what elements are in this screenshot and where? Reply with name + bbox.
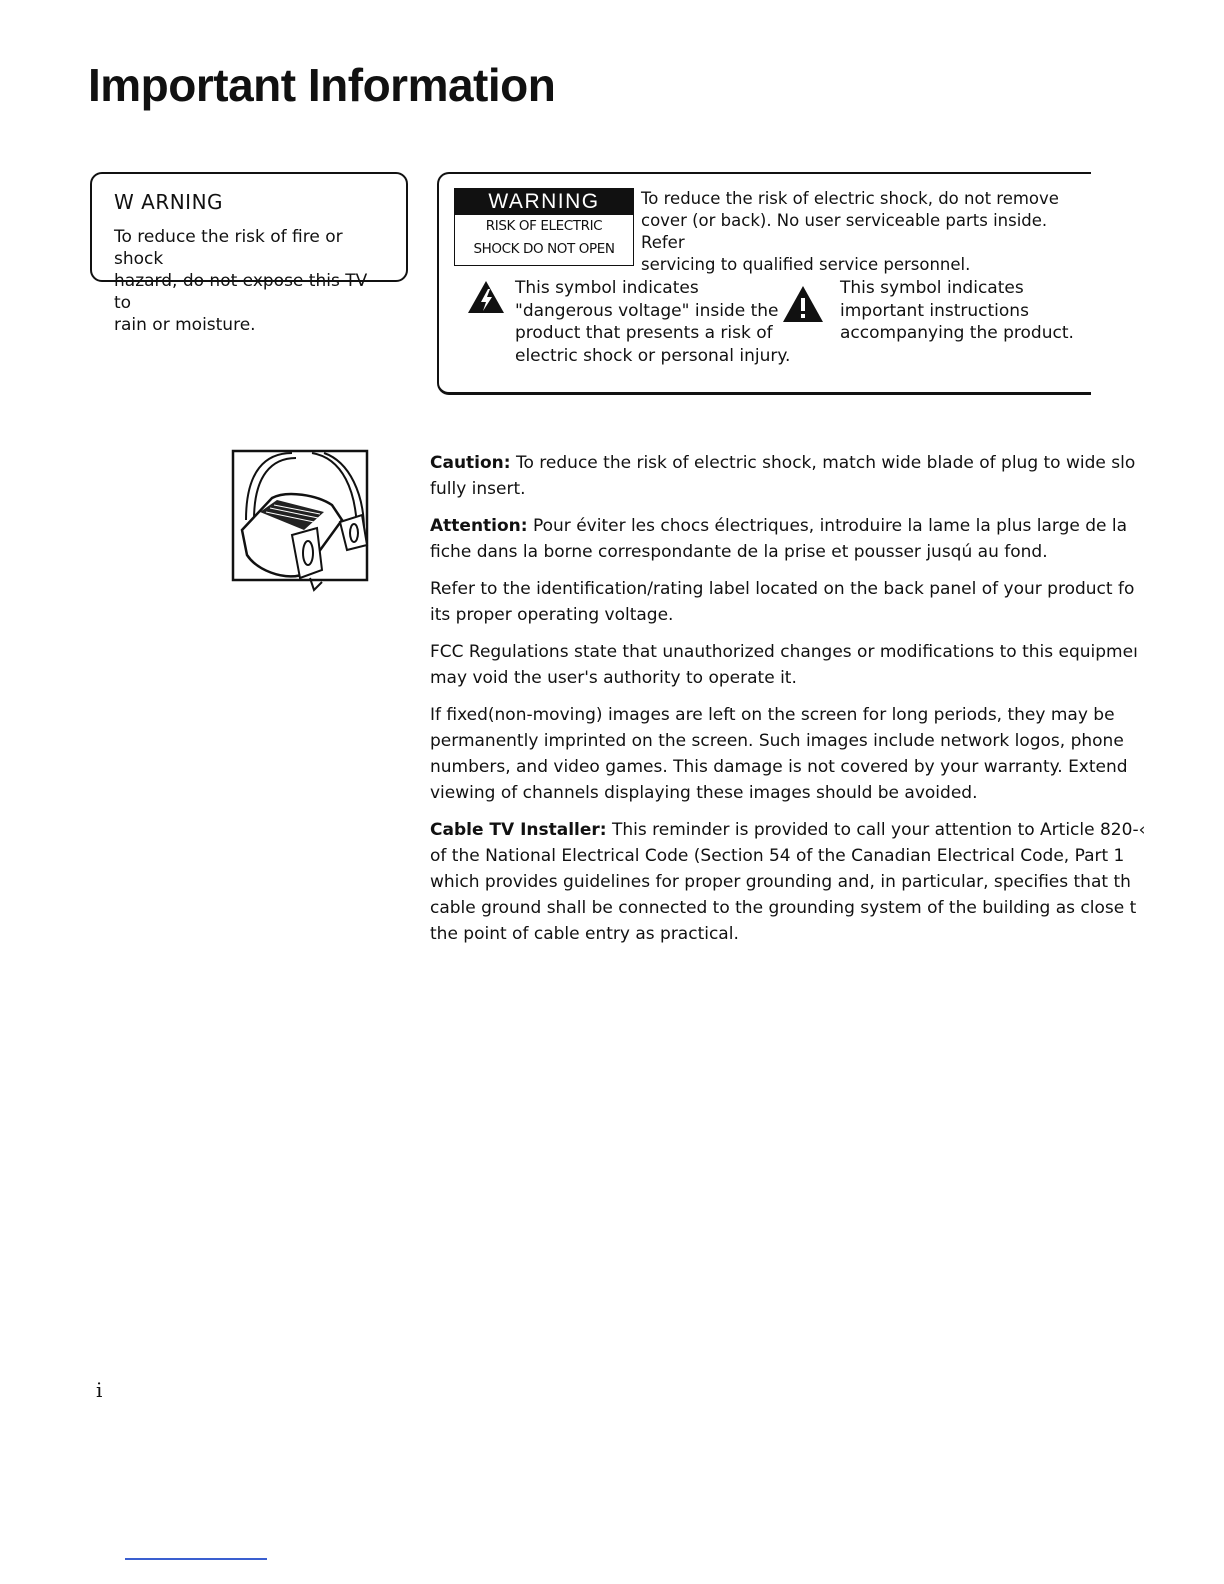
rating-line: its proper operating voltage. xyxy=(430,605,674,625)
shock-warning-line: To reduce the risk of electric shock, do not remove xyxy=(641,189,1059,208)
instructions-symbol-text xyxy=(840,277,1074,345)
page-number: i xyxy=(96,1378,103,1402)
voltage-symbol-line: product that presents a risk of xyxy=(515,323,773,343)
electric-shock-warning-box xyxy=(437,172,1091,395)
footer-rule xyxy=(125,1558,267,1560)
voltage-symbol-line: electric shock or personal injury. xyxy=(515,345,791,366)
cable-line: cable ground shall be connected to the grounding system of the building as close t xyxy=(430,898,1137,918)
caution-line: fully insert. xyxy=(430,479,526,499)
attention-line: fiche dans la borne correspondante de la prise et pousser jusqú au fond. xyxy=(430,542,1048,562)
cable-installer-label: Cable TV Installer: xyxy=(430,820,607,840)
exclamation-triangle-icon xyxy=(782,285,824,323)
fcc-line: FCC Regulations state that unauthorized changes or modifications to this equipmeı xyxy=(430,642,1138,662)
caution-label: Caution: xyxy=(430,453,511,473)
cable-line: of the National Electrical Code (Section 54 of the Canadian Electrical Code, Part 1 xyxy=(430,846,1125,866)
cable-line: This reminder is provided to call your attention to Article 820-‹ xyxy=(606,820,1146,840)
cable-installer-paragraph xyxy=(430,817,1146,947)
warning-line: rain or moisture. xyxy=(114,315,256,335)
warning-line: To reduce the risk of fire or shock xyxy=(114,227,343,269)
warning-text xyxy=(114,226,388,336)
burnin-line: numbers, and video games. This damage is not covered by your warranty. Extend xyxy=(430,757,1128,777)
instructions-symbol-line: accompanying the product. xyxy=(840,323,1074,343)
caution-paragraph xyxy=(430,450,1136,502)
shock-warning-line: cover (or back). No user serviceable parts inside. Refer xyxy=(641,211,1048,252)
attention-label: Attention: xyxy=(430,516,528,536)
burnin-line: viewing of channels displaying these images should be avoided. xyxy=(430,783,978,803)
body-text xyxy=(430,450,1146,958)
warning-label-heading: WARNING xyxy=(455,189,633,215)
fire-shock-warning-box xyxy=(90,172,408,335)
rating-paragraph xyxy=(430,576,1135,628)
attention-line: Pour éviter les chocs électriques, introduire la lame la plus large de la xyxy=(527,516,1128,536)
fcc-paragraph xyxy=(430,639,1138,691)
burnin-line: permanently imprinted on the screen. Such images include network logos, phone xyxy=(430,731,1124,751)
polarized-plug-icon xyxy=(232,450,372,595)
cable-line: which provides guidelines for proper grounding and, in particular, specifies that th xyxy=(430,872,1131,892)
rating-line: Refer to the identification/rating label located on the back panel of your product fo xyxy=(430,579,1135,599)
warning-label-line: SHOCK DO NOT OPEN xyxy=(473,241,615,257)
attention-paragraph xyxy=(430,513,1128,565)
voltage-symbol-text xyxy=(515,277,790,367)
cable-line: the point of cable entry as practical. xyxy=(430,924,739,944)
warning-heading: W ARNING xyxy=(114,190,224,214)
lightning-triangle-icon xyxy=(467,280,505,314)
instructions-symbol-line: This symbol indicates xyxy=(840,278,1024,298)
voltage-symbol-line: This symbol indicates xyxy=(515,278,699,298)
warning-line: hazard, do not expose this TV to xyxy=(114,271,368,313)
instructions-symbol-line: important instructions xyxy=(840,300,1029,321)
burnin-line: If fixed(non-moving) images are left on the screen for long periods, they may be xyxy=(430,705,1115,725)
warning-label-line: RISK OF ELECTRIC xyxy=(485,218,603,234)
shock-warning-line: servicing to qualified service personnel. xyxy=(641,255,971,274)
page-title: Important Information xyxy=(88,59,556,111)
burnin-paragraph xyxy=(430,702,1128,806)
voltage-symbol-line: "dangerous voltage" inside the xyxy=(515,300,779,321)
caution-line: To reduce the risk of electric shock, match wide blade of plug to wide slo xyxy=(510,453,1136,473)
fcc-line: may void the user's authority to operate it. xyxy=(430,668,797,688)
shock-warning-text xyxy=(641,188,1086,276)
warning-label xyxy=(454,188,634,266)
